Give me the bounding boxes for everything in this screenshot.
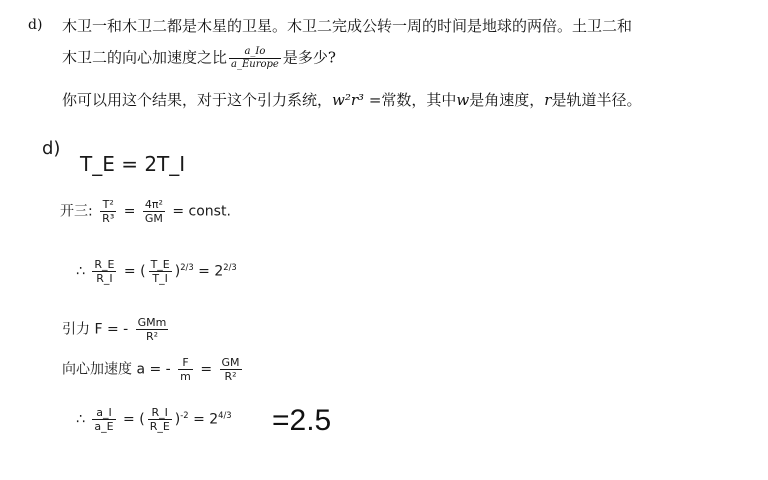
equals-sign: = ( <box>123 263 146 280</box>
step6-frac2-den: R_E <box>149 420 170 433</box>
hand-step-6 <box>76 406 232 433</box>
step3-fraction-2 <box>149 258 172 285</box>
question-line-2-prefix: 木卫二的向心加速度之比 <box>62 48 228 67</box>
step2-fraction-1 <box>100 198 116 225</box>
step2-fraction-2 <box>143 198 165 225</box>
step3-frac2-den: T_I <box>152 272 168 285</box>
step4-frac-den: R² <box>145 330 159 343</box>
step2-suffix: = const. <box>172 203 231 220</box>
line3-mid2: 是角速度， <box>469 91 545 109</box>
final-answer: =2.5 <box>272 404 332 437</box>
step4-fraction <box>136 316 169 343</box>
equals-sign: = <box>200 361 213 378</box>
hand-step-4 <box>62 316 171 343</box>
fraction-numerator: a_Io <box>229 46 281 59</box>
step2-prefix: 开三: <box>60 203 93 220</box>
step3-result: = 2 <box>198 263 224 280</box>
step3-frac1-den: R_I <box>96 272 113 285</box>
hand-step-2 <box>60 198 231 225</box>
step6-frac2-num: R_I <box>148 406 172 420</box>
question-line-2-suffix: 是多少? <box>282 48 336 67</box>
step4-prefix: 引力 F = - <box>62 321 129 338</box>
line3-formula: w²r³ <box>332 91 365 109</box>
question-label: d) <box>28 17 43 33</box>
line3-r: r <box>544 91 552 109</box>
close-paren: ) <box>174 263 181 280</box>
step2-frac1-den: R³ <box>102 212 115 225</box>
step6-frac1-den: a_E <box>94 420 114 433</box>
step2-frac1-num: T² <box>100 198 116 212</box>
step6-result: = 2 <box>193 411 219 428</box>
step2-frac2-num: 4π² <box>144 198 163 211</box>
equals-sign: = ( <box>123 411 145 428</box>
step5-frac1-den: m <box>180 370 191 383</box>
step3-exponent: 2/3 <box>180 261 194 272</box>
step6-fraction-1 <box>92 406 115 433</box>
step5-fraction-1 <box>178 356 193 383</box>
acceleration-ratio-fraction <box>229 46 281 71</box>
equals-sign: = <box>123 203 136 220</box>
step5-prefix: 向心加速度 a = - <box>62 361 171 378</box>
hand-step-5 <box>62 356 245 383</box>
hand-step-3 <box>76 258 237 285</box>
hand-label: d) <box>42 138 61 159</box>
step3-frac1-num: R_E <box>94 258 115 271</box>
step6-frac1-num: a_I <box>92 406 115 420</box>
therefore-symbol: ∴ <box>76 411 85 428</box>
fraction-denominator: a_Europe <box>231 59 279 70</box>
step2-frac2-den: GM <box>144 212 163 225</box>
question-line-2 <box>62 46 336 71</box>
step3-result-exponent: 2/3 <box>223 261 237 272</box>
step6-result-exponent: 4/3 <box>218 409 232 420</box>
hand-step-1: T_E = 2T_I <box>80 152 186 176</box>
step5-fraction-2 <box>220 356 242 383</box>
step3-fraction-1 <box>92 258 116 285</box>
step3-frac2-num: T_E <box>150 258 170 271</box>
question-line-3 <box>62 90 641 110</box>
step5-frac2-num: GM <box>221 356 240 369</box>
step4-frac-num: GMm <box>137 316 167 329</box>
line3-w: w <box>456 91 470 109</box>
question-line-1: 木卫一和木卫二都是木星的卫星。木卫二完成公转一周的时间是地球的两倍。土卫二和 <box>62 17 633 35</box>
line3-prefix: 你可以用这个结果，对于这个引力系统， <box>62 91 333 109</box>
step5-frac2-den: R² <box>224 370 237 383</box>
therefore-symbol: ∴ <box>76 263 85 280</box>
close-paren: ) <box>174 411 181 428</box>
line3-suffix: 是轨道半径。 <box>551 91 642 109</box>
step5-frac1-num: F <box>178 356 193 370</box>
line3-mid: =常数，其中 <box>364 91 457 109</box>
step6-fraction-2 <box>148 406 172 433</box>
step6-exponent: -2 <box>180 409 189 420</box>
